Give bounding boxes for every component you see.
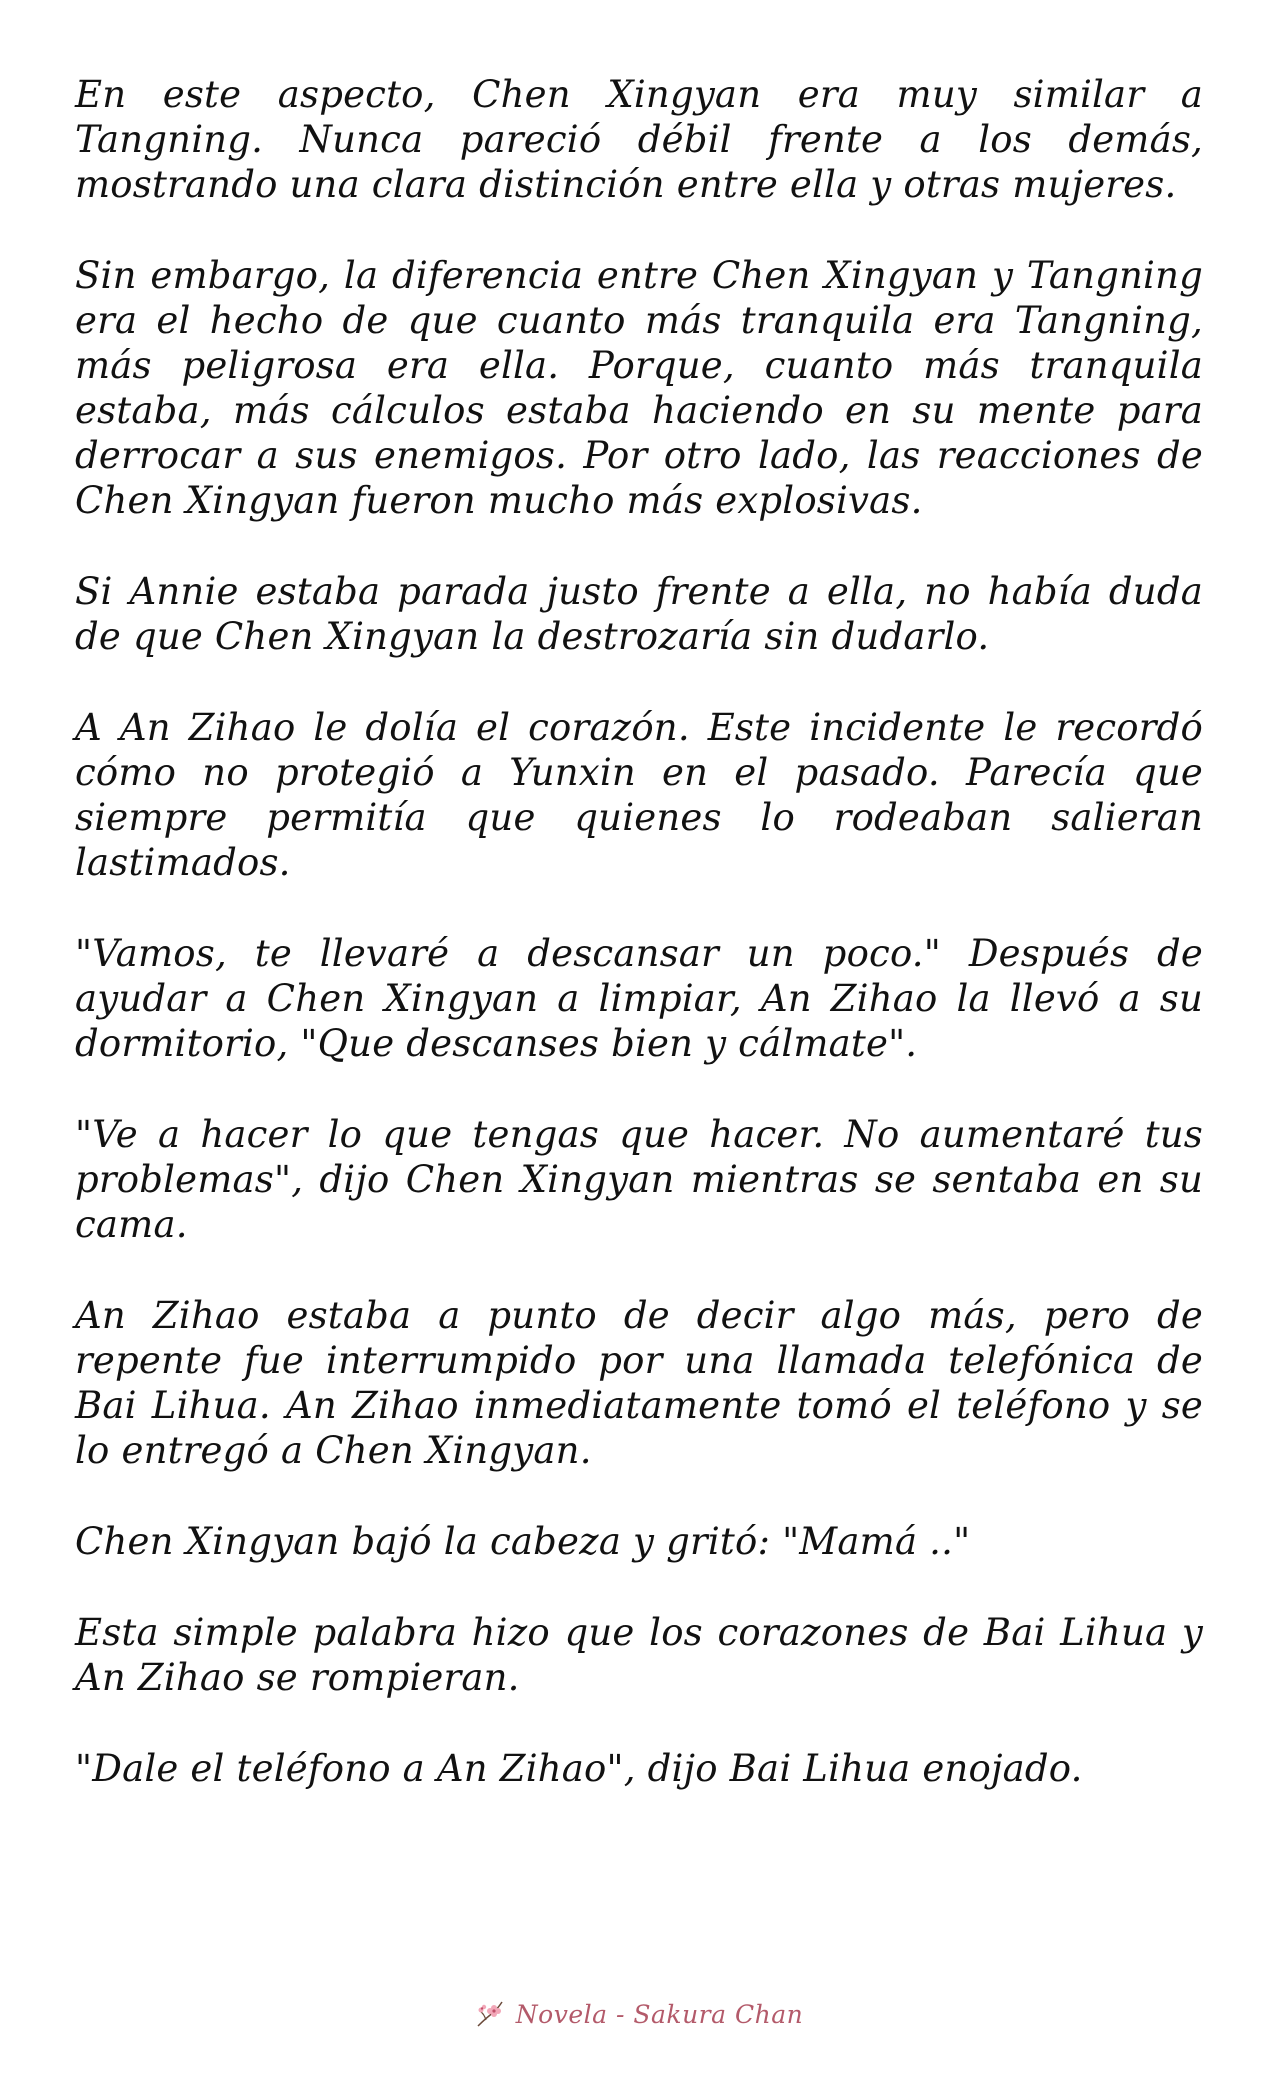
paragraph: "Ve a hacer lo que tengas que hacer. No aumentaré tus problemas", dijo Chen Xingyan mientras se sentaba en su cama. <box>75 1113 1203 1246</box>
paragraph: "Vamos, te llevaré a descansar un poco." Después de ayudar a Chen Xingyan a limpiar, An Zihao la llevó a su dormitorio, "Que descanses bien y cálmate". <box>75 932 1203 1065</box>
sakura-flower-icon <box>472 1996 508 2032</box>
paragraph: Esta simple palabra hizo que los corazones de Bai Lihua y An Zihao se rompieran. <box>75 1611 1203 1699</box>
footer-text: Novela - Sakura Chan <box>515 1999 804 2029</box>
footer-watermark <box>0 1996 1275 2032</box>
paragraph: En este aspecto, Chen Xingyan era muy similar a Tangning. Nunca pareció débil frente a los demás, mostrando una clara distinción entre ella y otras mujeres. <box>75 73 1203 206</box>
paragraph: Chen Xingyan bajó la cabeza y gritó: "Mamá .." <box>75 1520 971 1563</box>
paragraph: A An Zihao le dolía el corazón. Este incidente le recordó cómo no protegió a Yunxin en el pasado. Parecía que siempre permitía que quienes lo rodeaban salieran lastimados. <box>75 706 1203 884</box>
paragraph: "Dale el teléfono a An Zihao", dijo Bai Lihua enojado. <box>75 1747 1083 1790</box>
paragraph: An Zihao estaba a punto de decir algo más, pero de repente fue interrumpido por una llamada telefónica de Bai Lihua. An Zihao inmediatamente tomó el teléfono y se lo entregó a Chen Xingyan. <box>75 1294 1203 1472</box>
paragraph: Sin embargo, la diferencia entre Chen Xingyan y Tangning era el hecho de que cuanto más tranquila era Tangning, más peligrosa era ella. Porque, cuanto más tranquila estaba, más cálculos estaba haciendo en su mente para derrocar a sus enemigos. Por otro lado, las reacciones de Chen Xingyan fueron mucho más explosivas. <box>75 254 1203 522</box>
document-body <box>75 72 1203 1837</box>
paragraph: Si Annie estaba parada justo frente a ella, no había duda de que Chen Xingyan la destrozaría sin dudarlo. <box>75 570 1203 658</box>
